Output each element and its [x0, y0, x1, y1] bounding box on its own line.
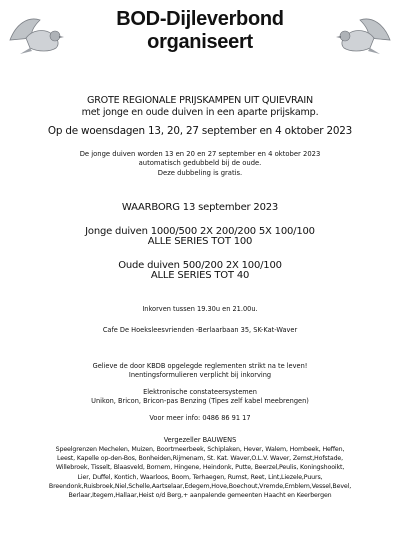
- waarborg-date: WAARBORG 13 september 2023: [121, 202, 279, 213]
- rules-line-1: Gelieve de door KBDB opgelegde reglementen strikt na te leven!: [92, 362, 308, 370]
- rules-line-2: Inentingsformulieren verplicht bij inkorving: [128, 371, 272, 379]
- speelgrenzen-line: Berlaar,Itegem,Hallaar,Heist o/d Berg,+ aanpalende gemeenten Haacht en Keerbergen: [68, 492, 332, 500]
- systems-line-1: Elektronische constateersystemen: [143, 388, 257, 396]
- speelgrenzen-list: [6, 445, 394, 500]
- oude-series: ALLE SERIES TOT 40: [150, 270, 250, 281]
- speelgrenzen-line: Speelgrenzen Mechelen, Muizen, Boortmeerbeek, Schiplaken, Hever, Walem, Hombeek, Heffen,: [55, 446, 345, 453]
- inkorven-time: Inkorven tussen 19.30u en 21.00u.: [142, 305, 258, 313]
- speelgrenzen-line: Lier, Duffel, Kontich, Waarloos, Boom, Terhaegen, Rumst, Reet, Lint,Liezele,Puurs,: [77, 473, 323, 481]
- contact-info: Voor meer info: 0486 86 91 17: [149, 414, 251, 422]
- race-dates: Op de woensdagen 13, 20, 27 september en 4 oktober 2023: [47, 125, 353, 137]
- jonge-series: ALLE SERIES TOT 100: [147, 236, 253, 247]
- title-line-2: organiseert: [147, 31, 253, 53]
- cafe-address: Cafe De Hoeksleesvrienden -Berlaarbaan 35, SK-Kat-Waver: [102, 326, 298, 334]
- note-line-2: automatisch gedubbeld bij de oude.: [138, 159, 262, 167]
- intro-heading: GROTE REGIONALE PRIJSKAMPEN UIT QUIEVRAIN: [86, 95, 314, 106]
- speelgrenzen-line: Breendonk,Ruisbroek,Niel,Schelle,Aartselaar,Edegem,Hove,Boechout,Vremde,Emblem,Vessel,Bevel,: [48, 482, 352, 490]
- systems-line-2: Unikon, Bricon, Bricon-pas Benzing (Tipes zelf kabel meebrengen): [91, 397, 309, 405]
- jonge-prizes: Jonge duiven 1000/500 2X 200/200 5X 100/100: [85, 226, 315, 237]
- title-line-1: BOD-Dijleverbond: [116, 8, 284, 30]
- speelgrenzen-line: Willebroek, Tisselt, Blaasveld, Bornem, Hingene, Heindonk, Putte, Beerzel,Peulis, Koningshooikt,: [55, 464, 345, 472]
- vergezeller-heading: Vergezeller BAUWENS: [163, 436, 237, 444]
- speelgrenzen-line: Leest, Kapelle op-den-Bos, Bonheiden,Rijmenam, St. Kat. Waver,O.L.V. Waver, Zemst,Hofstade,: [56, 455, 343, 463]
- note-line-3: Deze dubbeling is gratis.: [157, 169, 243, 177]
- note-line-1: De jonge duiven worden 13 en 20 en 27 september en 4 oktober 2023: [79, 150, 321, 158]
- intro-subheading: met jonge en oude duiven in een aparte prijskamp.: [81, 107, 319, 118]
- oude-prizes: Oude duiven 500/200 2X 100/100: [118, 260, 282, 271]
